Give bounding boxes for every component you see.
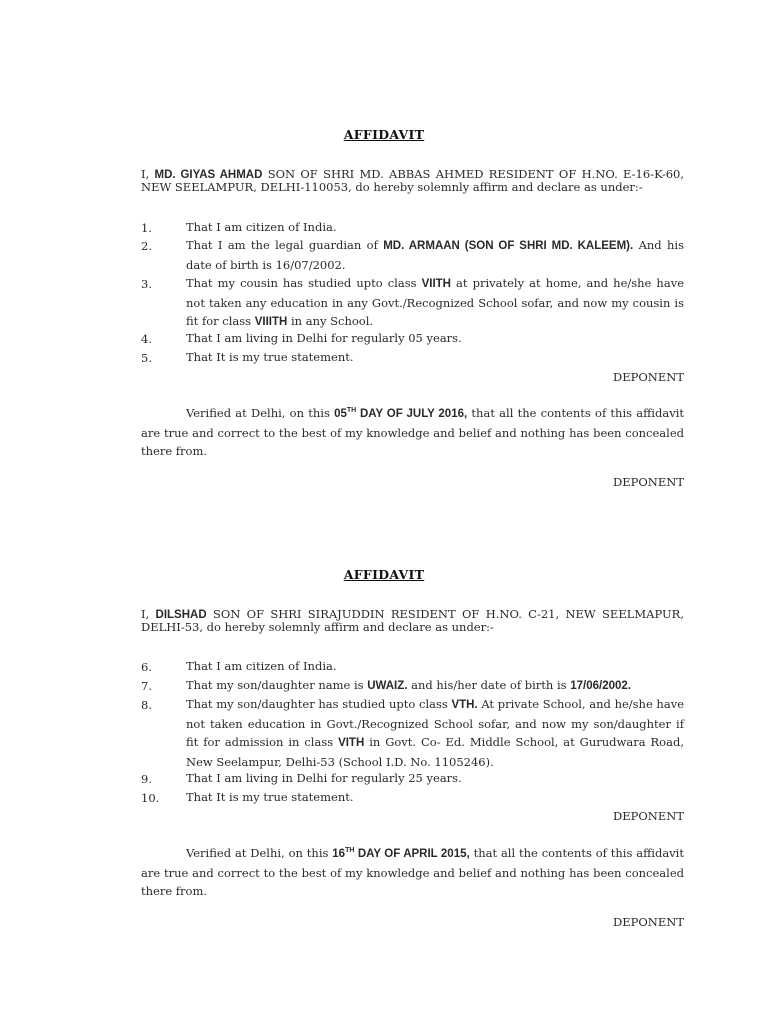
affidavit-1-title: AFFIDAVIT: [343, 127, 425, 142]
deponent-name: DILSHAD: [155, 609, 207, 621]
affidavit-2-title: AFFIDAVIT: [343, 567, 425, 582]
list-item: That my son/daughter name is UWAIZ. and his/her date of birth is 17/06/2002.: [186, 678, 631, 692]
item-number: 3.: [141, 277, 152, 291]
item-number: 7.: [141, 679, 152, 693]
list-item: That I am citizen of India.: [186, 220, 337, 234]
item-number: 2.: [141, 239, 152, 253]
list-item: That my son/daughter has studied upto class VTH. At private School, and he/she have not taken education in Govt./Recognized School sofar, and now my son/daughter if fit for admission in class VITH in Govt. Co- Ed. Middle School, at Gurudwara Road, New Seelampur, Delhi-53 (School I.D. No. 1105246).: [186, 697, 684, 769]
list-item: That It is my true statement.: [186, 790, 354, 804]
deponent-signature-label: DEPONENT: [613, 915, 684, 929]
list-item: That It is my true statement.: [186, 350, 354, 364]
deponent-signature-label: DEPONENT: [613, 370, 684, 384]
item-number: 9.: [141, 772, 152, 786]
item-number: 1.: [141, 221, 152, 235]
item-number: 4.: [141, 332, 152, 346]
list-item: That I am living in Delhi for regularly 25 years.: [186, 771, 462, 785]
list-item: That I am living in Delhi for regularly 05 years.: [186, 331, 462, 345]
deponent-name: MD. GIYAS AHMAD: [154, 169, 263, 181]
list-item: That I am the legal guardian of MD. ARMAAN (SON OF SHRI MD. KALEEM). And his date of birth is 16/07/2002.: [186, 238, 684, 272]
deponent-signature-label: DEPONENT: [613, 475, 684, 489]
list-item: That I am citizen of India.: [186, 659, 337, 673]
item-number: 8.: [141, 698, 152, 712]
affidavit-2-intro: I, DILSHAD SON OF SHRI SIRAJUDDIN RESIDENT OF H.NO. C-21, NEW SEELMAPUR, DELHI-53, do hereby solemnly affirm and declare as under:-: [141, 607, 684, 634]
item-number: 6.: [141, 660, 152, 674]
deponent-signature-label: DEPONENT: [613, 809, 684, 823]
affidavit-1-intro: I, MD. GIYAS AHMAD SON OF SHRI MD. ABBAS AHMED RESIDENT OF H.NO. E-16-K-60, NEW SEELAMPUR, DELHI-110053, do hereby solemnly affirm and declare as under:-: [141, 167, 685, 194]
verification-paragraph: Verified at Delhi, on this 05TH DAY OF JULY 2016, that all the contents of this affidavit are true and correct to the best of my knowledge and belief and nothing has been concealed there from.: [141, 406, 684, 458]
list-item: That my cousin has studied upto class VIITH at privately at home, and he/she have not taken any education in any Govt./Recognized School sofar, and now my cousin is fit for class VIIITH in any School.: [186, 276, 684, 328]
item-number: 5.: [141, 351, 152, 365]
verification-paragraph: Verified at Delhi, on this 16TH DAY OF APRIL 2015, that all the contents of this affidavit are true and correct to the best of my knowledge and belief and nothing has been concealed there from.: [141, 846, 684, 898]
item-number: 10.: [141, 791, 160, 805]
